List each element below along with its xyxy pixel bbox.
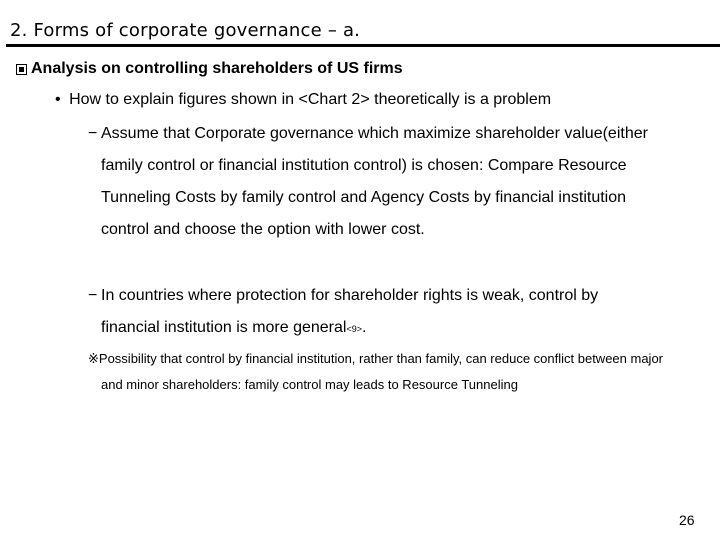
- section-heading-text: Analysis on controlling shareholders of US firms: [31, 60, 403, 77]
- dash-marker: −: [88, 287, 98, 304]
- sub-point-weak-protection: [88, 280, 718, 345]
- note-line: Possibility that control by financial institution, rather than family, can reduce conflict between major: [98, 351, 663, 366]
- section-heading: [16, 60, 403, 78]
- sentence-end: .: [362, 319, 367, 336]
- sub-point-line: family control or financial institution control) is chosen: Compare Resource: [101, 157, 627, 174]
- sub-point-line: financial institution is more general: [101, 319, 347, 336]
- bullet-point: [55, 91, 551, 109]
- sub-point-line: control and choose the option with lower cost.: [101, 221, 425, 238]
- square-bullet-icon: [16, 64, 27, 75]
- bullet-dot-icon: •: [55, 91, 61, 108]
- dash-marker: −: [88, 125, 98, 142]
- footnote: [88, 346, 716, 398]
- sub-point-line-with-ref: [88, 312, 718, 345]
- bullet-text: How to explain figures shown in <Chart 2> theoretically is a problem: [69, 91, 552, 108]
- sub-point-cost-comparison: [88, 118, 718, 246]
- page-number: 26: [679, 512, 695, 528]
- slide-title: 2. Forms of corporate governance – a.: [10, 20, 361, 41]
- sub-point-line: In countries where protection for shareholder rights is weak, control by: [101, 287, 599, 304]
- sub-point-line: Assume that Corporate governance which maximize shareholder value(either: [101, 125, 648, 142]
- reference-marker: <9>: [346, 324, 362, 334]
- title-underline: [6, 44, 720, 47]
- note-mark: ※: [88, 351, 99, 366]
- note-line: and minor shareholders: family control may leads to Resource Tunneling: [101, 377, 518, 392]
- sub-point-line: Tunneling Costs by family control and Agency Costs by financial institution: [101, 189, 627, 206]
